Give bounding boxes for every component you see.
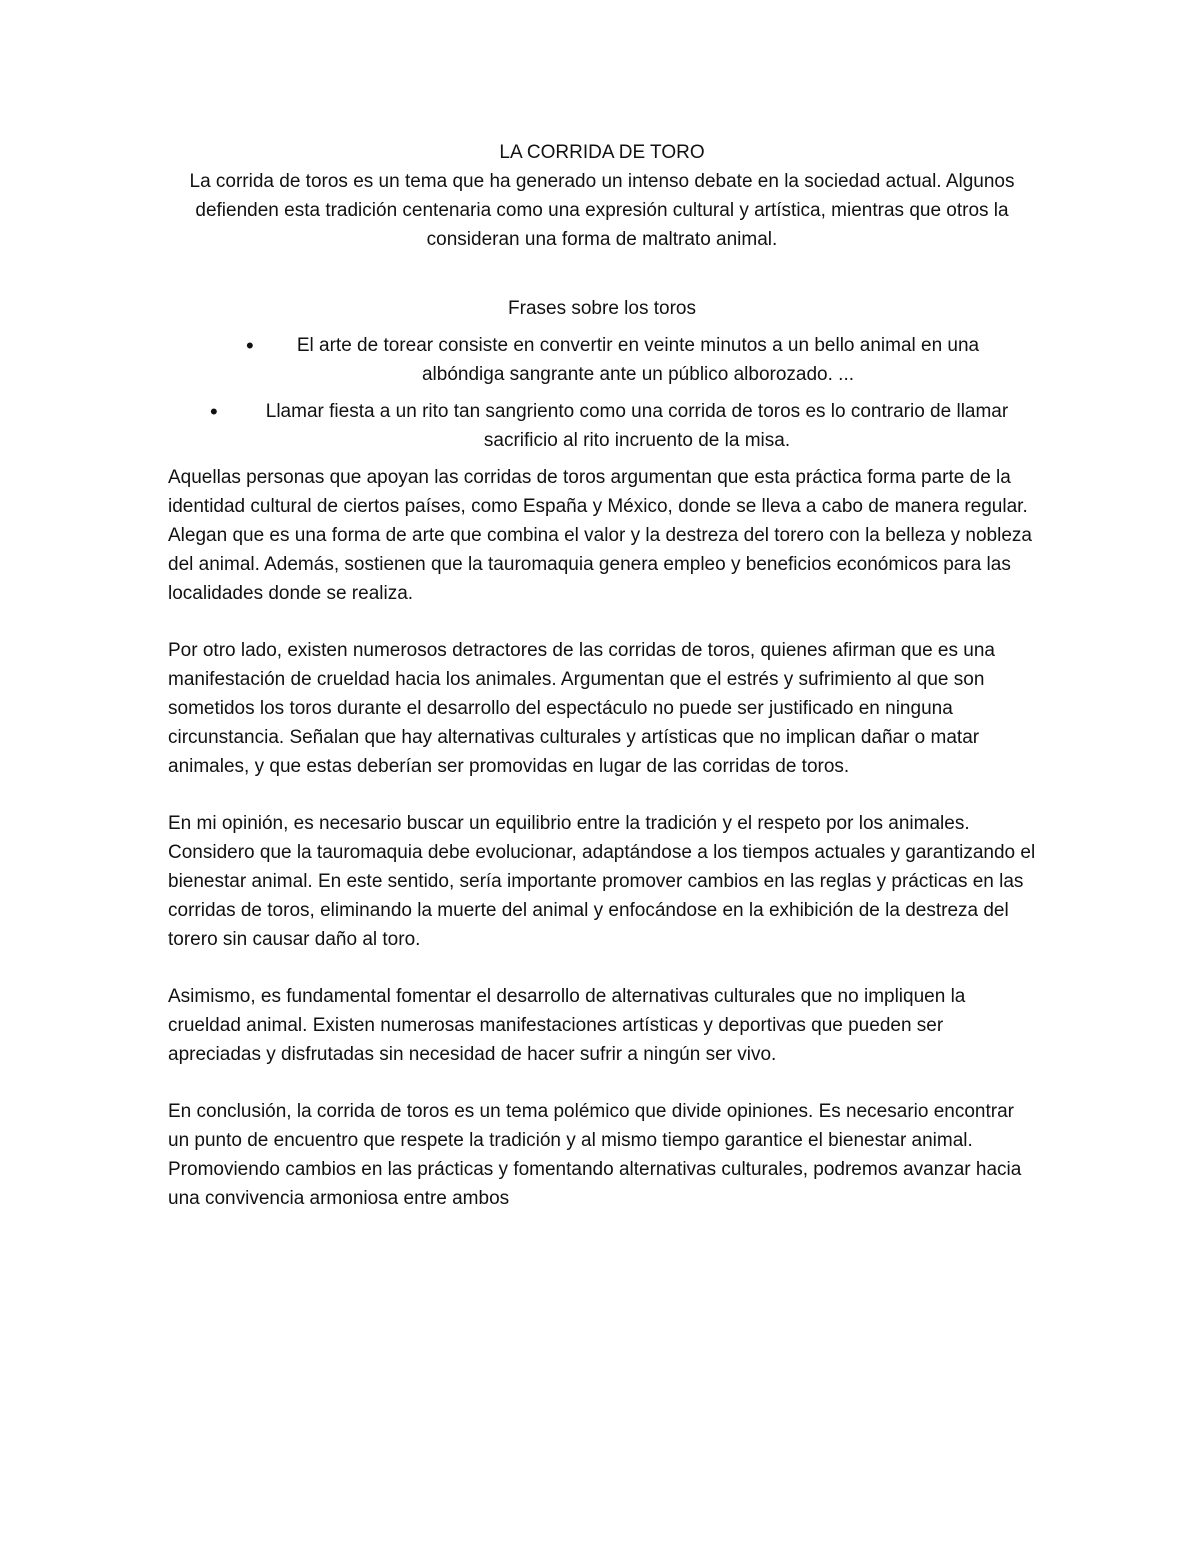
body-paragraph-supporters: Aquellas personas que apoyan las corridas de toros argumentan que esta práctica forma parte de la identidad cultural de ciertos países, como España y México, donde se lleva a cabo de manera regular. Alegan que es una forma de arte que combina el valor y la destreza del torero con la belleza y nobleza del animal. Además, sostienen que la tauromaquia genera empleo y beneficios económicos para las localidades donde se realiza. [168, 467, 1032, 604]
bullet-icon: • [210, 399, 218, 424]
bullet-icon: • [246, 333, 254, 358]
quote-list-item [168, 331, 1036, 389]
body-paragraph-conclusion: En conclusión, la corrida de toros es un tema polémico que divide opiniones. Es necesario encontrar un punto de encuentro que respete la tradición y al mismo tiempo garantice el bienestar animal. Promoviendo cambios en las prácticas y fomentando alternativas culturales, podremos avanzar hacia una convivencia armoniosa entre ambos [168, 1101, 1022, 1209]
body-paragraph-opinion: En mi opinión, es necesario buscar un equilibrio entre la tradición y el respeto por los animales. Considero que la tauromaquia debe evolucionar, adaptándose a los tiempos actuales y garantizando el bienestar animal. En este sentido, sería importante promover cambios en las reglas y prácticas en las corridas de toros, eliminando la muerte del animal y enfocándose en la exhibición de la destreza del torero sin causar daño al toro. [168, 813, 1036, 950]
intro-paragraph: La corrida de toros es un tema que ha generado un intenso debate en la sociedad actual. Algunos defienden esta tradición centenaria como una expresión cultural y artística, mientras que otros la consideran una forma de maltrato animal. [189, 171, 1015, 250]
body-paragraph-detractors: Por otro lado, existen numerosos detractores de las corridas de toros, quienes afirman que es una manifestación de crueldad hacia los animales. Argumentan que el estrés y sufrimiento al que son sometidos los toros durante el desarrollo del espectáculo no puede ser justificado en ninguna circunstancia. Señalan que hay alternativas culturales y artísticas que no implican dañar o matar animales, y que estas deberían ser promovidas en lugar de las corridas de toros. [168, 640, 995, 777]
body-paragraph-alternatives: Asimismo, es fundamental fomentar el desarrollo de alternativas culturales que no impliquen la crueldad animal. Existen numerosas manifestaciones artísticas y deportivas que pueden ser apreciadas y disfrutadas sin necesidad de hacer sufrir a ningún ser vivo. [168, 986, 966, 1065]
quote-text: El arte de torear consiste en convertir en veinte minutos a un bello animal en una albóndiga sangrante ante un público alborozado. ... [296, 335, 980, 385]
quote-list [168, 331, 1036, 455]
quote-text: Llamar fiesta a un rito tan sangriento como una corrida de toros es lo contrario de llamar sacrificio al rito incruento de la misa. [265, 401, 1009, 451]
section-subtitle: Frases sobre los toros [508, 298, 696, 319]
document-body [168, 138, 1036, 1241]
quote-list-item [168, 397, 1036, 455]
document-title: LA CORRIDA DE TORO [499, 142, 705, 163]
